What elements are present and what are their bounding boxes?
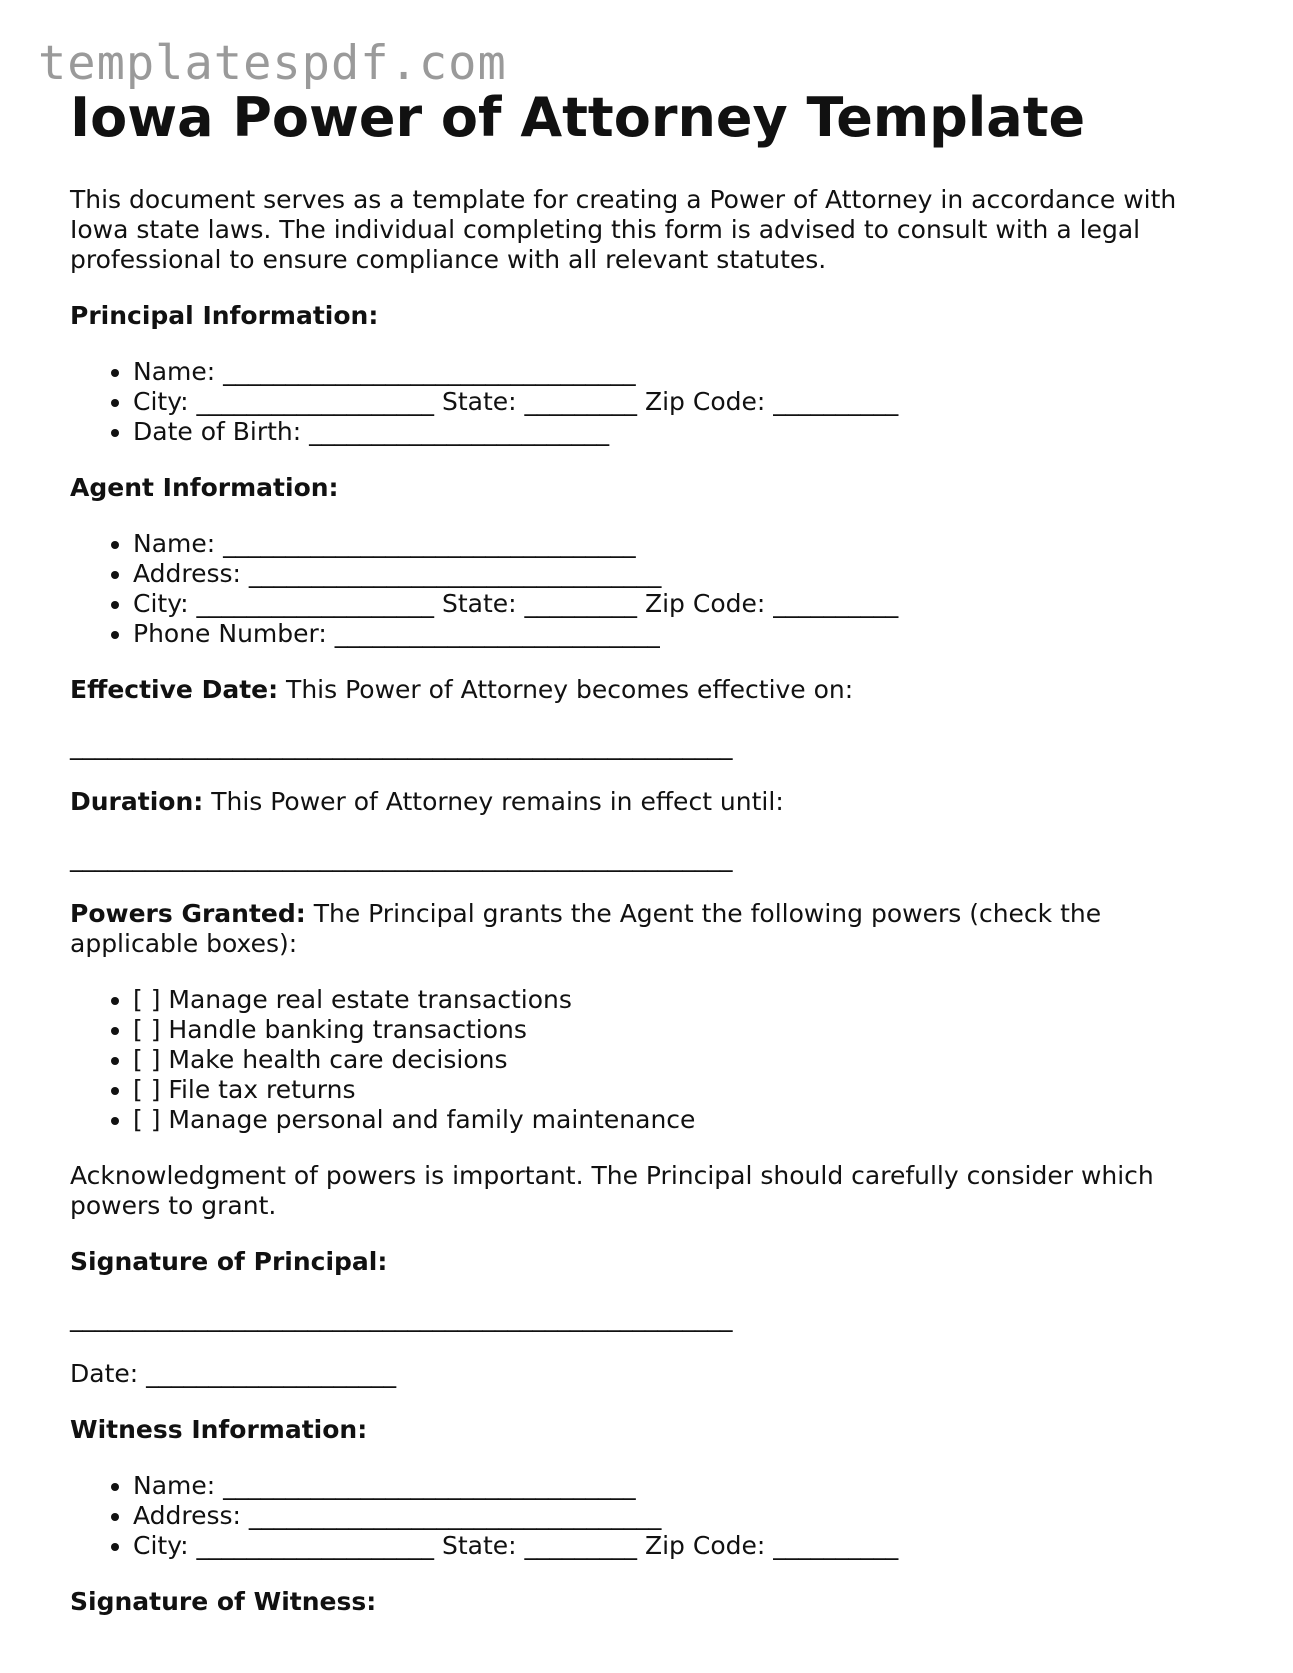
principal-heading: Principal Information: (70, 301, 379, 330)
agent-city-state-zip-field[interactable]: • City: ___________________ State: _________ Zip Code: __________ (133, 589, 1220, 619)
page-title: Iowa Power of Attorney Template (70, 86, 1086, 149)
acknowledgment-paragraph: Acknowledgment of powers is important. The Principal should carefully consider which powers to grant. (70, 1161, 1154, 1220)
power-health-care-checkbox[interactable]: • [ ] Make health care decisions (133, 1045, 1220, 1075)
agent-phone-field[interactable]: • Phone Number: __________________________ (133, 619, 1220, 649)
effective-date-paragraph: Effective Date: This Power of Attorney becomes effective on: (70, 675, 854, 704)
witness-list (70, 1471, 1220, 1561)
principal-signature-line[interactable]: _____________________________________________________ (70, 1303, 733, 1332)
document-body (70, 185, 1220, 1643)
principal-city-state-zip-field[interactable]: • City: ___________________ State: _________ Zip Code: __________ (133, 387, 1220, 417)
power-real-estate-checkbox[interactable]: • [ ] Manage real estate transactions (133, 985, 1220, 1015)
witness-address-field[interactable]: • Address: _________________________________ (133, 1501, 1220, 1531)
powers-paragraph: Powers Granted: The Principal grants the Agent the following powers (check the applicable boxes): (70, 899, 1102, 958)
witness-name-field[interactable]: • Name: _________________________________ (133, 1471, 1220, 1501)
agent-heading: Agent Information: (70, 473, 339, 502)
agent-name-field[interactable]: • Name: _________________________________ (133, 529, 1220, 559)
intro-paragraph: This document serves as a template for creating a Power of Attorney in accordance with Iowa state laws. The individual completing this form is advised to consult with a legal professional to ensure compliance with all relevant statutes. (70, 185, 1177, 274)
principal-name-field[interactable]: • Name: _________________________________ (133, 357, 1220, 387)
witness-city-state-zip-field[interactable]: • City: ___________________ State: _________ Zip Code: __________ (133, 1531, 1220, 1561)
principal-signature-heading: Signature of Principal: (70, 1247, 388, 1276)
principal-dob-field[interactable]: • Date of Birth: ________________________ (133, 417, 1220, 447)
power-banking-checkbox[interactable]: • [ ] Handle banking transactions (133, 1015, 1220, 1045)
watermark: templatespdf.com (38, 36, 507, 91)
duration-line[interactable]: _____________________________________________________ (70, 843, 733, 872)
power-tax-checkbox[interactable]: • [ ] File tax returns (133, 1075, 1220, 1105)
agent-address-field[interactable]: • Address: _________________________________ (133, 559, 1220, 589)
duration-paragraph: Duration: This Power of Attorney remains in effect until: (70, 787, 784, 816)
witness-heading: Witness Information: (70, 1415, 368, 1444)
principal-list (70, 357, 1220, 447)
agent-list (70, 529, 1220, 649)
power-family-maintenance-checkbox[interactable]: • [ ] Manage personal and family maintenance (133, 1105, 1220, 1135)
powers-list (70, 985, 1220, 1135)
witness-signature-heading: Signature of Witness: (70, 1587, 377, 1616)
principal-signature-date-field[interactable]: Date: ____________________ (70, 1359, 397, 1388)
effective-date-line[interactable]: _____________________________________________________ (70, 731, 733, 760)
